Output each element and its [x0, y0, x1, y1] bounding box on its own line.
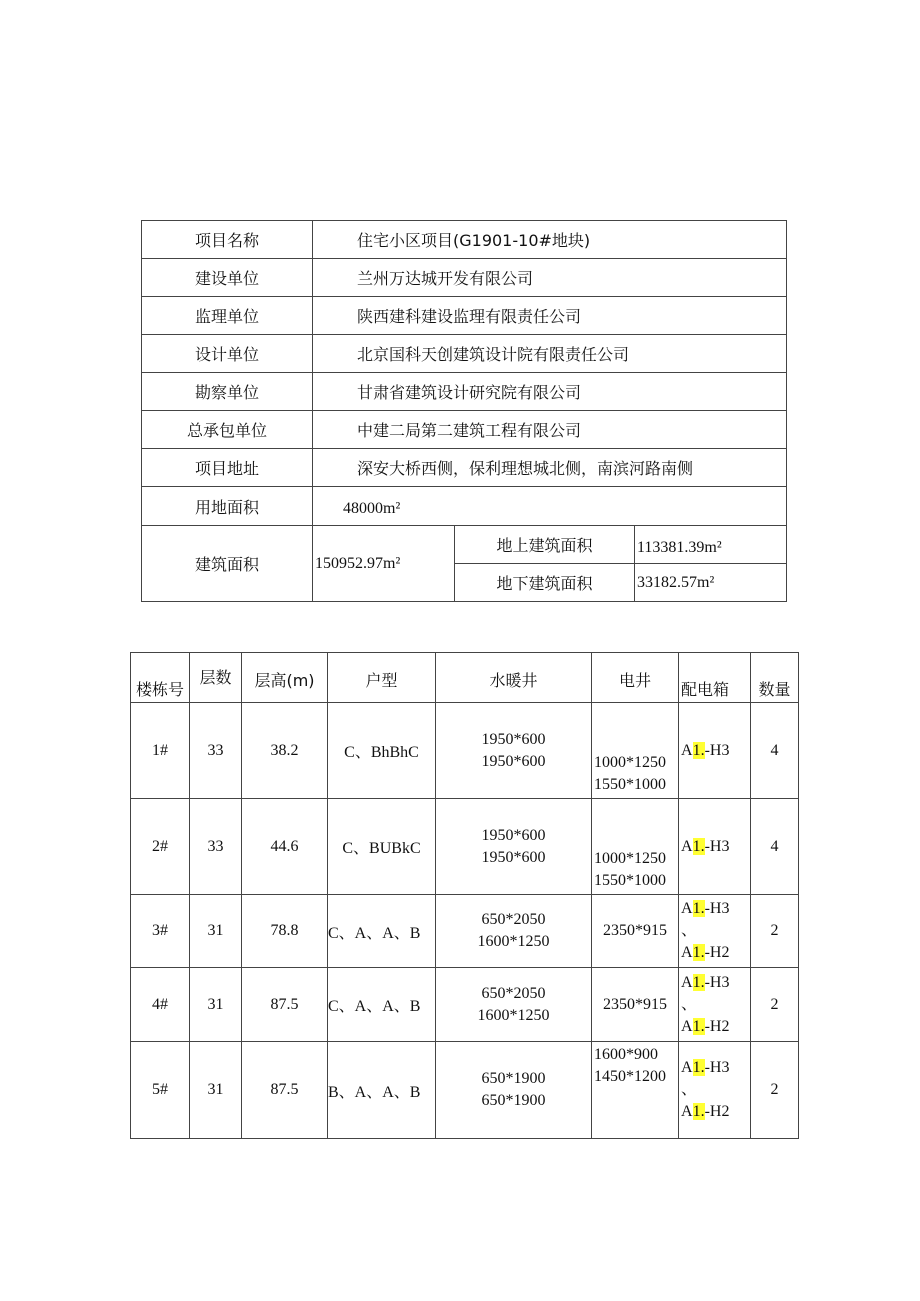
highlight-mark: 1. — [692, 741, 705, 759]
electric-shaft — [592, 1042, 679, 1139]
floor-height: 87.5 — [242, 968, 328, 1042]
project-overview-table — [141, 220, 787, 602]
column-header: 水暖井 — [436, 653, 592, 703]
distribution-box-line: 、 — [681, 922, 698, 939]
intro-line — [130, 130, 800, 157]
distribution-box-line: A1.-H3 — [681, 973, 730, 991]
overview-value: 北京国科天创建筑设计院有限责任公司 — [313, 335, 787, 373]
distribution-box — [679, 968, 751, 1042]
distribution-box-line: A1.-H2 — [681, 1017, 730, 1035]
quantity: 2 — [751, 968, 799, 1042]
water-shaft-line: 650*1900 — [481, 1092, 546, 1109]
quantity: 2 — [751, 1042, 799, 1139]
highlight-mark: 1. — [692, 1103, 705, 1120]
distribution-box — [679, 703, 751, 799]
unit-row — [131, 703, 799, 799]
highlight-mark: 1. — [692, 837, 705, 855]
floor-count: 31 — [190, 895, 242, 968]
electric-shaft-line: 2350*915 — [603, 922, 667, 939]
overview-value: 陕西建科建设监理有限责任公司 — [313, 297, 787, 335]
distribution-box-line: A1.-H3 — [681, 837, 730, 855]
floor-count: 31 — [190, 968, 242, 1042]
highlight-mark: 1. — [692, 900, 705, 917]
highlight-mark: 1. — [692, 1059, 705, 1076]
overview-row — [142, 487, 787, 526]
water-shaft — [436, 703, 592, 799]
building-number: 1# — [131, 703, 190, 799]
unit-type: C、BUBkC — [328, 799, 436, 895]
water-shaft-line: 1950*600 — [481, 730, 546, 748]
building-number: 4# — [131, 968, 190, 1042]
unit-type: B、A、A、B — [328, 1042, 436, 1139]
unit-statistics-table — [130, 652, 799, 1139]
electric-shaft — [592, 703, 679, 799]
overview-row — [142, 259, 787, 297]
area-total: 150952.97m² — [313, 526, 455, 602]
highlight-mark: 1. — [692, 944, 705, 961]
overview-value: 深安大桥西侧，保利理想城北侧，南滨河路南侧 — [313, 449, 787, 487]
overview-label: 总承包单位 — [142, 411, 313, 449]
water-shaft-line: 1600*1250 — [477, 1006, 550, 1024]
floor-count: 33 — [190, 703, 242, 799]
electric-shaft — [592, 968, 679, 1042]
water-shaft — [436, 968, 592, 1042]
overview-row — [142, 449, 787, 487]
distribution-box-line: A1.-H2 — [681, 1103, 730, 1120]
overview-label: 勘察单位 — [142, 373, 313, 411]
distribution-box-line: 、 — [681, 1081, 698, 1098]
electric-shaft-line: 1550*1000 — [594, 872, 666, 889]
building-number: 5# — [131, 1042, 190, 1139]
electric-shaft-line: 1450*1200 — [594, 1068, 666, 1085]
water-shaft — [436, 1042, 592, 1139]
overview-label: 用地面积 — [142, 487, 313, 526]
column-header: 数量 — [751, 653, 799, 703]
water-shaft — [436, 895, 592, 968]
building-number: 2# — [131, 799, 190, 895]
unit-row — [131, 799, 799, 895]
distribution-box-line: A1.-H2 — [681, 944, 730, 961]
column-header: 层数 — [190, 653, 242, 703]
overview-value: 48000m² — [313, 487, 787, 526]
below-ground-label: 地下建筑面积 — [455, 564, 635, 602]
water-shaft-line: 650*2050 — [481, 984, 546, 1002]
area-row — [142, 526, 787, 564]
overview-value: 中建二局第二建筑工程有限公司 — [313, 411, 787, 449]
unit-header-row — [131, 653, 799, 703]
electric-shaft-line: 1600*900 — [594, 1046, 658, 1063]
floor-height: 38.2 — [242, 703, 328, 799]
distribution-box — [679, 895, 751, 968]
floor-height: 78.8 — [242, 895, 328, 968]
distribution-box-line: A1.-H3 — [681, 900, 730, 917]
water-shaft-line: 1950*600 — [481, 752, 546, 770]
below-ground-value: 33182.57m² — [635, 564, 787, 602]
distribution-box-line: A1.-H3 — [681, 1059, 730, 1076]
floor-height: 44.6 — [242, 799, 328, 895]
overview-value: 甘肃省建筑设计研究院有限公司 — [313, 373, 787, 411]
electric-shaft-line: 1000*1250 — [594, 754, 666, 771]
quantity: 4 — [751, 799, 799, 895]
column-header: 层高(m) — [242, 653, 328, 703]
electric-shaft-line: 1000*1250 — [594, 850, 666, 867]
water-shaft-line: 1600*1250 — [477, 933, 550, 950]
electric-shaft — [592, 799, 679, 895]
overview-row — [142, 373, 787, 411]
above-ground-value: 113381.39m² — [635, 526, 787, 564]
floor-count: 33 — [190, 799, 242, 895]
unit-type: C、A、A、B — [328, 968, 436, 1042]
electric-shaft-line: 2350*915 — [603, 995, 667, 1013]
distribution-box-line: 、 — [681, 995, 698, 1013]
overview-value: 兰州万达城开发有限公司 — [313, 259, 787, 297]
area-label: 建筑面积 — [142, 526, 313, 602]
electric-shaft — [592, 895, 679, 968]
water-shaft-line: 1950*600 — [481, 848, 546, 866]
overview-row — [142, 221, 787, 259]
overview-row — [142, 297, 787, 335]
overview-label: 项目地址 — [142, 449, 313, 487]
above-ground-label: 地上建筑面积 — [455, 526, 635, 564]
distribution-box-line: A1.-H3 — [681, 741, 730, 759]
water-shaft-line: 650*2050 — [481, 911, 546, 928]
quantity: 2 — [751, 895, 799, 968]
highlight-mark: 1. — [692, 1017, 705, 1035]
unit-type: C、BhBhC — [328, 703, 436, 799]
distribution-box — [679, 1042, 751, 1139]
unit-row — [131, 1042, 799, 1139]
highlight-mark: 1. — [692, 973, 705, 991]
water-shaft — [436, 799, 592, 895]
intro-line — [130, 157, 800, 184]
overview-label: 建设单位 — [142, 259, 313, 297]
overview-label: 设计单位 — [142, 335, 313, 373]
column-header: 配电箱 — [679, 653, 751, 703]
quantity: 4 — [751, 703, 799, 799]
overview-value: 住宅小区项目(G1901-10#地块) — [313, 221, 787, 259]
overview-row — [142, 411, 787, 449]
distribution-box — [679, 799, 751, 895]
floor-height: 87.5 — [242, 1042, 328, 1139]
unit-type: C、A、A、B — [328, 895, 436, 968]
intro-paragraph — [130, 130, 800, 211]
water-shaft-line: 650*1900 — [481, 1070, 546, 1087]
overview-label: 项目名称 — [142, 221, 313, 259]
electric-shaft-line: 1550*1000 — [594, 776, 666, 793]
column-header: 户型 — [328, 653, 436, 703]
floor-count: 31 — [190, 1042, 242, 1139]
overview-label: 监理单位 — [142, 297, 313, 335]
overview-row — [142, 335, 787, 373]
building-number: 3# — [131, 895, 190, 968]
water-shaft-line: 1950*600 — [481, 826, 546, 844]
column-header: 楼栋号 — [131, 653, 190, 703]
unit-row — [131, 895, 799, 968]
unit-row — [131, 968, 799, 1042]
intro-line — [130, 184, 800, 211]
column-header: 电井 — [592, 653, 679, 703]
